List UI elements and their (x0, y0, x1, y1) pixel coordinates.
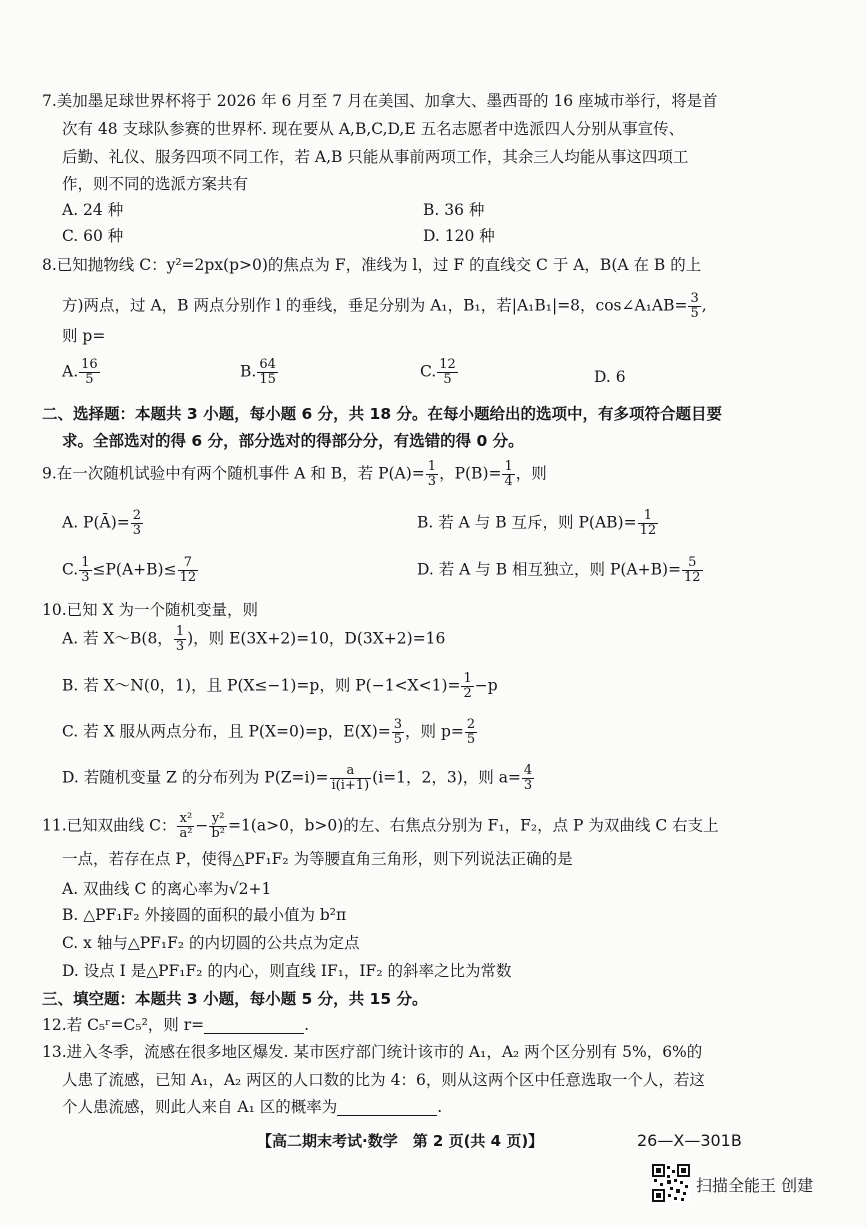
q9-option-c: C. $\frac{1}{3}$ ≤P(A+B)≤ $\frac{7}{12}$ (62, 555, 197, 585)
q13-line-3: 个人患流感，则此人来自 A₁ 区的概率为 . (62, 1098, 443, 1116)
q7-line-2: 次有 48 支球队参赛的世界杯. 现在要从 A,B,C,D,E 五名志愿者中选派四人分别从事宣传、 (62, 120, 685, 138)
answer-blank (337, 1099, 437, 1116)
fraction: $\frac{3}{5}$ (690, 291, 699, 321)
q8-line-2: 方)两点，过 A，B 两点分别作 l 的垂线，垂足分别为 A₁，B₁，若|A₁B₁|=8，cos∠A₁AB= $\frac{3}{5}$ , (62, 291, 707, 321)
exam-code: 26—X—301B (637, 1131, 742, 1150)
q7-option-a: A. 24 种 (62, 201, 124, 219)
q9-stem: 9.在一次随机试验中有两个随机事件 A 和 B，若 P(A)= $\frac{1}{3}$ ，P(B)= $\frac{1}{4}$ ，则 (42, 459, 547, 489)
q7-option-b: B. 36 种 (423, 201, 485, 219)
section-2-heading: 二、选择题：本题共 3 小题，每小题 6 分，共 18 分。在每小题给出的选项中，有多项符合题目要 (42, 405, 723, 423)
q8-option-a: A. $\frac{16}{5}$ (62, 357, 98, 387)
q7-option-d: D. 120 种 (423, 227, 495, 245)
q7-line-3: 后勤、礼仪、服务四项不同工作，若 A,B 只能从事前两项工作，其余三人均能从事这四项工 (62, 148, 689, 166)
q8-line-3: 则 p= (62, 327, 106, 345)
q12: 12.若 C₅ʳ=C₅²，则 r= . (42, 1016, 310, 1034)
q7-line-4: 作，则不同的选派方案共有 (62, 175, 249, 193)
q11-stem: 11.已知双曲线 C： $\frac{\text{x²}}{\text{a²}}$ − $\frac{\text{y²}}{\text{b²}}$ =1(a>0，b>0)的左、右焦点分别为 F₁，F₂，点 P 为双曲线 C 右支上 (42, 811, 719, 841)
scanner-watermark: 扫描全能王 创建 (696, 1176, 814, 1195)
q8-option-d: D. 6 (594, 368, 626, 386)
q8-line-1: 8.已知抛物线 C：y²=2px(p>0)的焦点为 F，准线为 l，过 F 的直线交 C 于 A，B(A 在 B 的上 (42, 256, 702, 274)
section-3-heading: 三、填空题：本题共 3 小题，每小题 5 分，共 15 分。 (42, 990, 428, 1008)
q9-option-d: D. 若 A 与 B 相互独立，则 P(A+B)= $\frac{5}{12}$ (417, 555, 701, 585)
q9-option-b: B. 若 A 与 B 互斥，则 P(AB)= $\frac{1}{12}$ (417, 508, 657, 538)
q13-line-2: 人患了流感，已知 A₁，A₂ 两区的人口数的比为 4：6，则从这两个区中任意选取一个人，若这 (62, 1071, 705, 1089)
q10-option-c: C. 若 X 服从两点分布，且 P(X=0)=p，E(X)= $\frac{3}{5}$ ，则 p= $\frac{2}{5}$ (62, 717, 476, 747)
q11-option-d: D. 设点 I 是△PF₁F₂ 的内心，则直线 IF₁，IF₂ 的斜率之比为常数 (62, 962, 512, 980)
q10-option-a: A. 若 X～B(8， $\frac{1}{3}$ )，则 E(3X+2)=10，D(3X+2)=16 (62, 624, 446, 654)
q8-option-b: B. $\frac{64}{15}$ (240, 357, 276, 387)
q10-stem: 10.已知 X 为一个随机变量，则 (42, 601, 259, 619)
answer-blank (204, 1017, 304, 1034)
q11-line-2: 一点，若存在点 P，使得△PF₁F₂ 为等腰直角三角形，则下列说法正确的是 (62, 850, 573, 868)
qr-code-icon (652, 1164, 690, 1202)
q8-option-c: C. $\frac{12}{5}$ (420, 357, 456, 387)
page-footer: 【高二期末考试·数学 第 2 页(共 4 页)】 (257, 1132, 544, 1150)
q7-option-c: C. 60 种 (62, 227, 124, 245)
section-2-instructions: 求。全部选对的得 6 分，部分选对的得部分分，有选错的得 0 分。 (62, 432, 524, 450)
q11-option-a: A. 双曲线 C 的离心率为√2+1 (62, 880, 272, 898)
q10-option-d: D. 若随机变量 Z 的分布列为 P(Z=i)= $\frac{a}{i(i+1)}$ (i=1，2，3)，则 a= $\frac{4}{3}$ (62, 763, 533, 793)
q11-option-c: C. x 轴与△PF₁F₂ 的内切圆的公共点为定点 (62, 934, 360, 952)
q9-option-a: A. P(Ā)= $\frac{2}{3}$ (62, 508, 142, 538)
q7-line-1: 7.美加墨足球世界杯将于 2026 年 6 月至 7 月在美国、加拿大、墨西哥的 16 座城市举行，将是首 (42, 92, 718, 110)
q11-option-b: B. △PF₁F₂ 外接圆的面积的最小值为 b²π (62, 906, 347, 924)
q10-option-b: B. 若 X～N(0，1)，且 P(X≤−1)=p，则 P(−1<X<1)= $\frac{1}{2}$ −p (62, 671, 498, 701)
q13-line-1: 13.进入冬季，流感在很多地区爆发. 某市医疗部门统计该市的 A₁，A₂ 两个区分别有 5%，6%的 (42, 1043, 703, 1061)
